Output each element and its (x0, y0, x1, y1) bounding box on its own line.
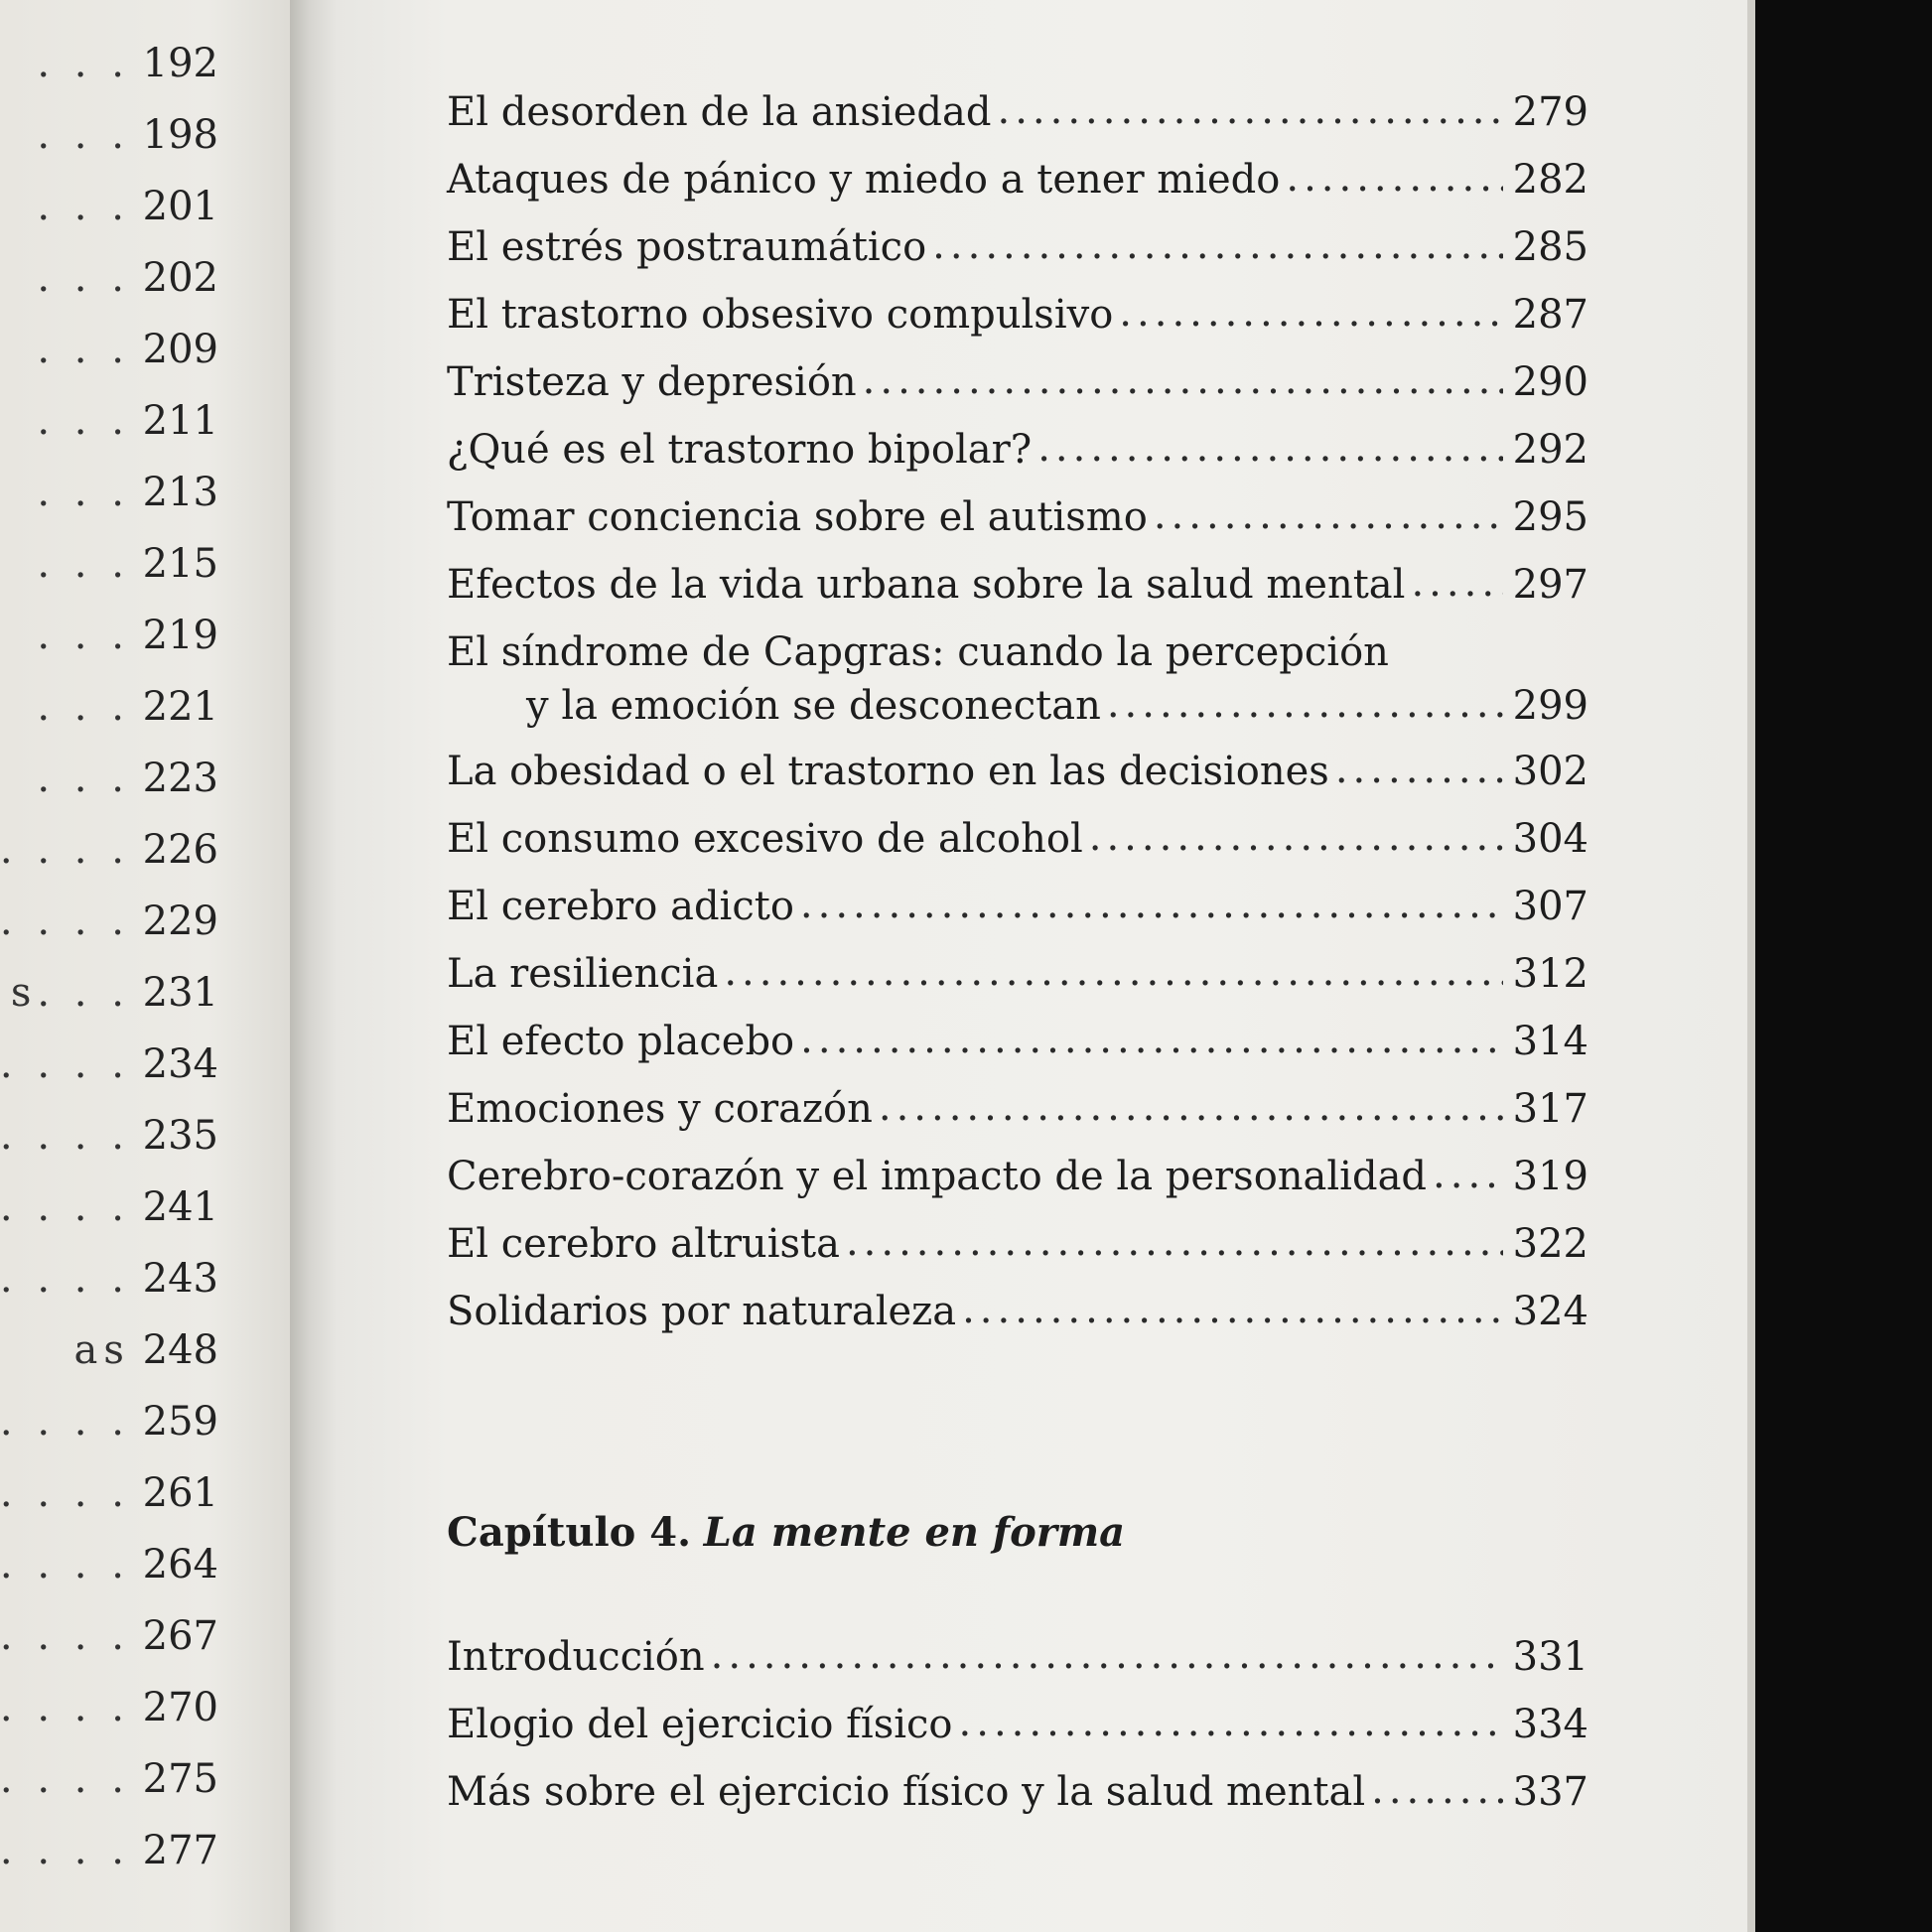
toc-entry: El estrés postraumático ..... 285 (447, 214, 1588, 270)
left-toc-row: . . . 221 (37, 684, 218, 730)
toc-entry-multiline: El síndrome de Capgras: cuando la percepción y la emoción se desconectan ..... 299 (447, 620, 1588, 729)
dot-leader (1427, 1152, 1503, 1197)
left-toc-row: . . . 192 (37, 41, 218, 86)
left-toc-row: . . . 219 (37, 613, 218, 658)
left-toc-row: . . . 213 (37, 470, 218, 515)
dot-leader (1329, 747, 1503, 792)
dot-leader (1365, 1767, 1503, 1813)
left-toc-row: . . . 211 (37, 398, 218, 444)
toc-entry: La obesidad o el trastorno en las decisiones ..... 302 (447, 739, 1588, 794)
left-toc-row: . . . 223 (37, 756, 218, 801)
toc-entry: El cerebro altruista ..... 322 (447, 1211, 1588, 1267)
left-toc-row: . . . . 234 (0, 1041, 218, 1087)
left-toc-row: . . . . 267 (0, 1613, 218, 1659)
toc-entry: Emociones y corazón ..... 317 (447, 1076, 1588, 1132)
toc-entry: Efectos de la vida urbana sobre la salud mental ..... 297 (447, 552, 1588, 608)
left-toc-row: . . . 198 (37, 112, 218, 158)
dot-leader (840, 1219, 1503, 1265)
toc-entry: El cerebro adicto ..... 307 (447, 874, 1588, 929)
left-toc-row: . . . . 235 (0, 1113, 218, 1159)
left-page (0, 0, 298, 1932)
dot-leader (857, 357, 1503, 403)
dot-leader (991, 87, 1503, 133)
left-toc-row: . . . 202 (37, 255, 218, 301)
dot-leader (794, 1017, 1503, 1062)
dot-leader (1113, 290, 1503, 336)
chapter-title: La mente en forma (703, 1509, 1126, 1556)
dot-leader (1280, 155, 1503, 201)
left-toc-row: . . . . 241 (0, 1184, 218, 1230)
dot-leader (718, 949, 1503, 995)
left-toc-row: . . . . 270 (0, 1685, 218, 1730)
dot-leader (794, 882, 1503, 927)
left-toc-row: . . . . 277 (0, 1828, 218, 1873)
left-toc-row: . . . . 261 (0, 1470, 218, 1516)
dot-leader (1032, 425, 1503, 471)
left-toc-row: . . . . 229 (0, 898, 218, 944)
toc-entry: Más sobre el ejercicio físico y la salud mental ..... 337 (447, 1759, 1588, 1815)
toc-entry: ¿Qué es el trastorno bipolar? ..... 292 (447, 417, 1588, 473)
toc-entry: Tristeza y depresión ..... 290 (447, 349, 1588, 405)
dot-leader (926, 222, 1503, 268)
left-toc-row: . . . 201 (37, 184, 218, 229)
left-toc-row: . . . . 259 (0, 1399, 218, 1445)
toc-entry: Solidarios por naturaleza ..... 324 (447, 1279, 1588, 1334)
dot-leader (1101, 681, 1503, 727)
page-edge (1747, 0, 1755, 1932)
toc-entry: Ataques de pánico y miedo a tener miedo ..... 282 (447, 147, 1588, 203)
left-toc-row: . . . 209 (37, 327, 218, 372)
left-toc-row: as 248 (73, 1327, 218, 1373)
toc-entry: Introducción ..... 331 (447, 1624, 1588, 1680)
dot-leader (1083, 814, 1503, 860)
toc-entry: Tomar conciencia sobre el autismo ..... 295 (447, 484, 1588, 540)
dot-leader (705, 1632, 1503, 1678)
toc-entry: Cerebro-corazón y el impacto de la personalidad ..... 319 (447, 1144, 1588, 1199)
book-gutter (290, 0, 340, 1932)
toc-entry: El efecto placebo ..... 314 (447, 1009, 1588, 1064)
left-toc-row: . . . . 226 (0, 827, 218, 873)
dot-leader (953, 1700, 1503, 1745)
toc-entry: Elogio del ejercicio físico ..... 334 (447, 1692, 1588, 1747)
left-toc-row: s. . . 231 (10, 970, 218, 1016)
dot-leader (1405, 560, 1503, 606)
chapter-number: Capítulo 4. (447, 1509, 692, 1556)
toc-entry: El desorden de la ansiedad ..... 279 (447, 79, 1588, 135)
left-toc-row: . . . 215 (37, 541, 218, 587)
right-page (336, 0, 1747, 1932)
toc-entry: El trastorno obsesivo compulsivo ..... 287 (447, 282, 1588, 338)
left-toc-row: . . . . 243 (0, 1256, 218, 1302)
dot-leader (873, 1084, 1503, 1130)
chapter-heading (447, 1509, 1125, 1556)
toc-entry: El consumo excesivo de alcohol ..... 304 (447, 806, 1588, 862)
dot-leader (1148, 492, 1503, 538)
dot-leader (956, 1287, 1503, 1332)
left-toc-row: . . . . 275 (0, 1756, 218, 1802)
toc-entry: La resiliencia ..... 312 (447, 941, 1588, 997)
left-toc-row: . . . . 264 (0, 1542, 218, 1587)
